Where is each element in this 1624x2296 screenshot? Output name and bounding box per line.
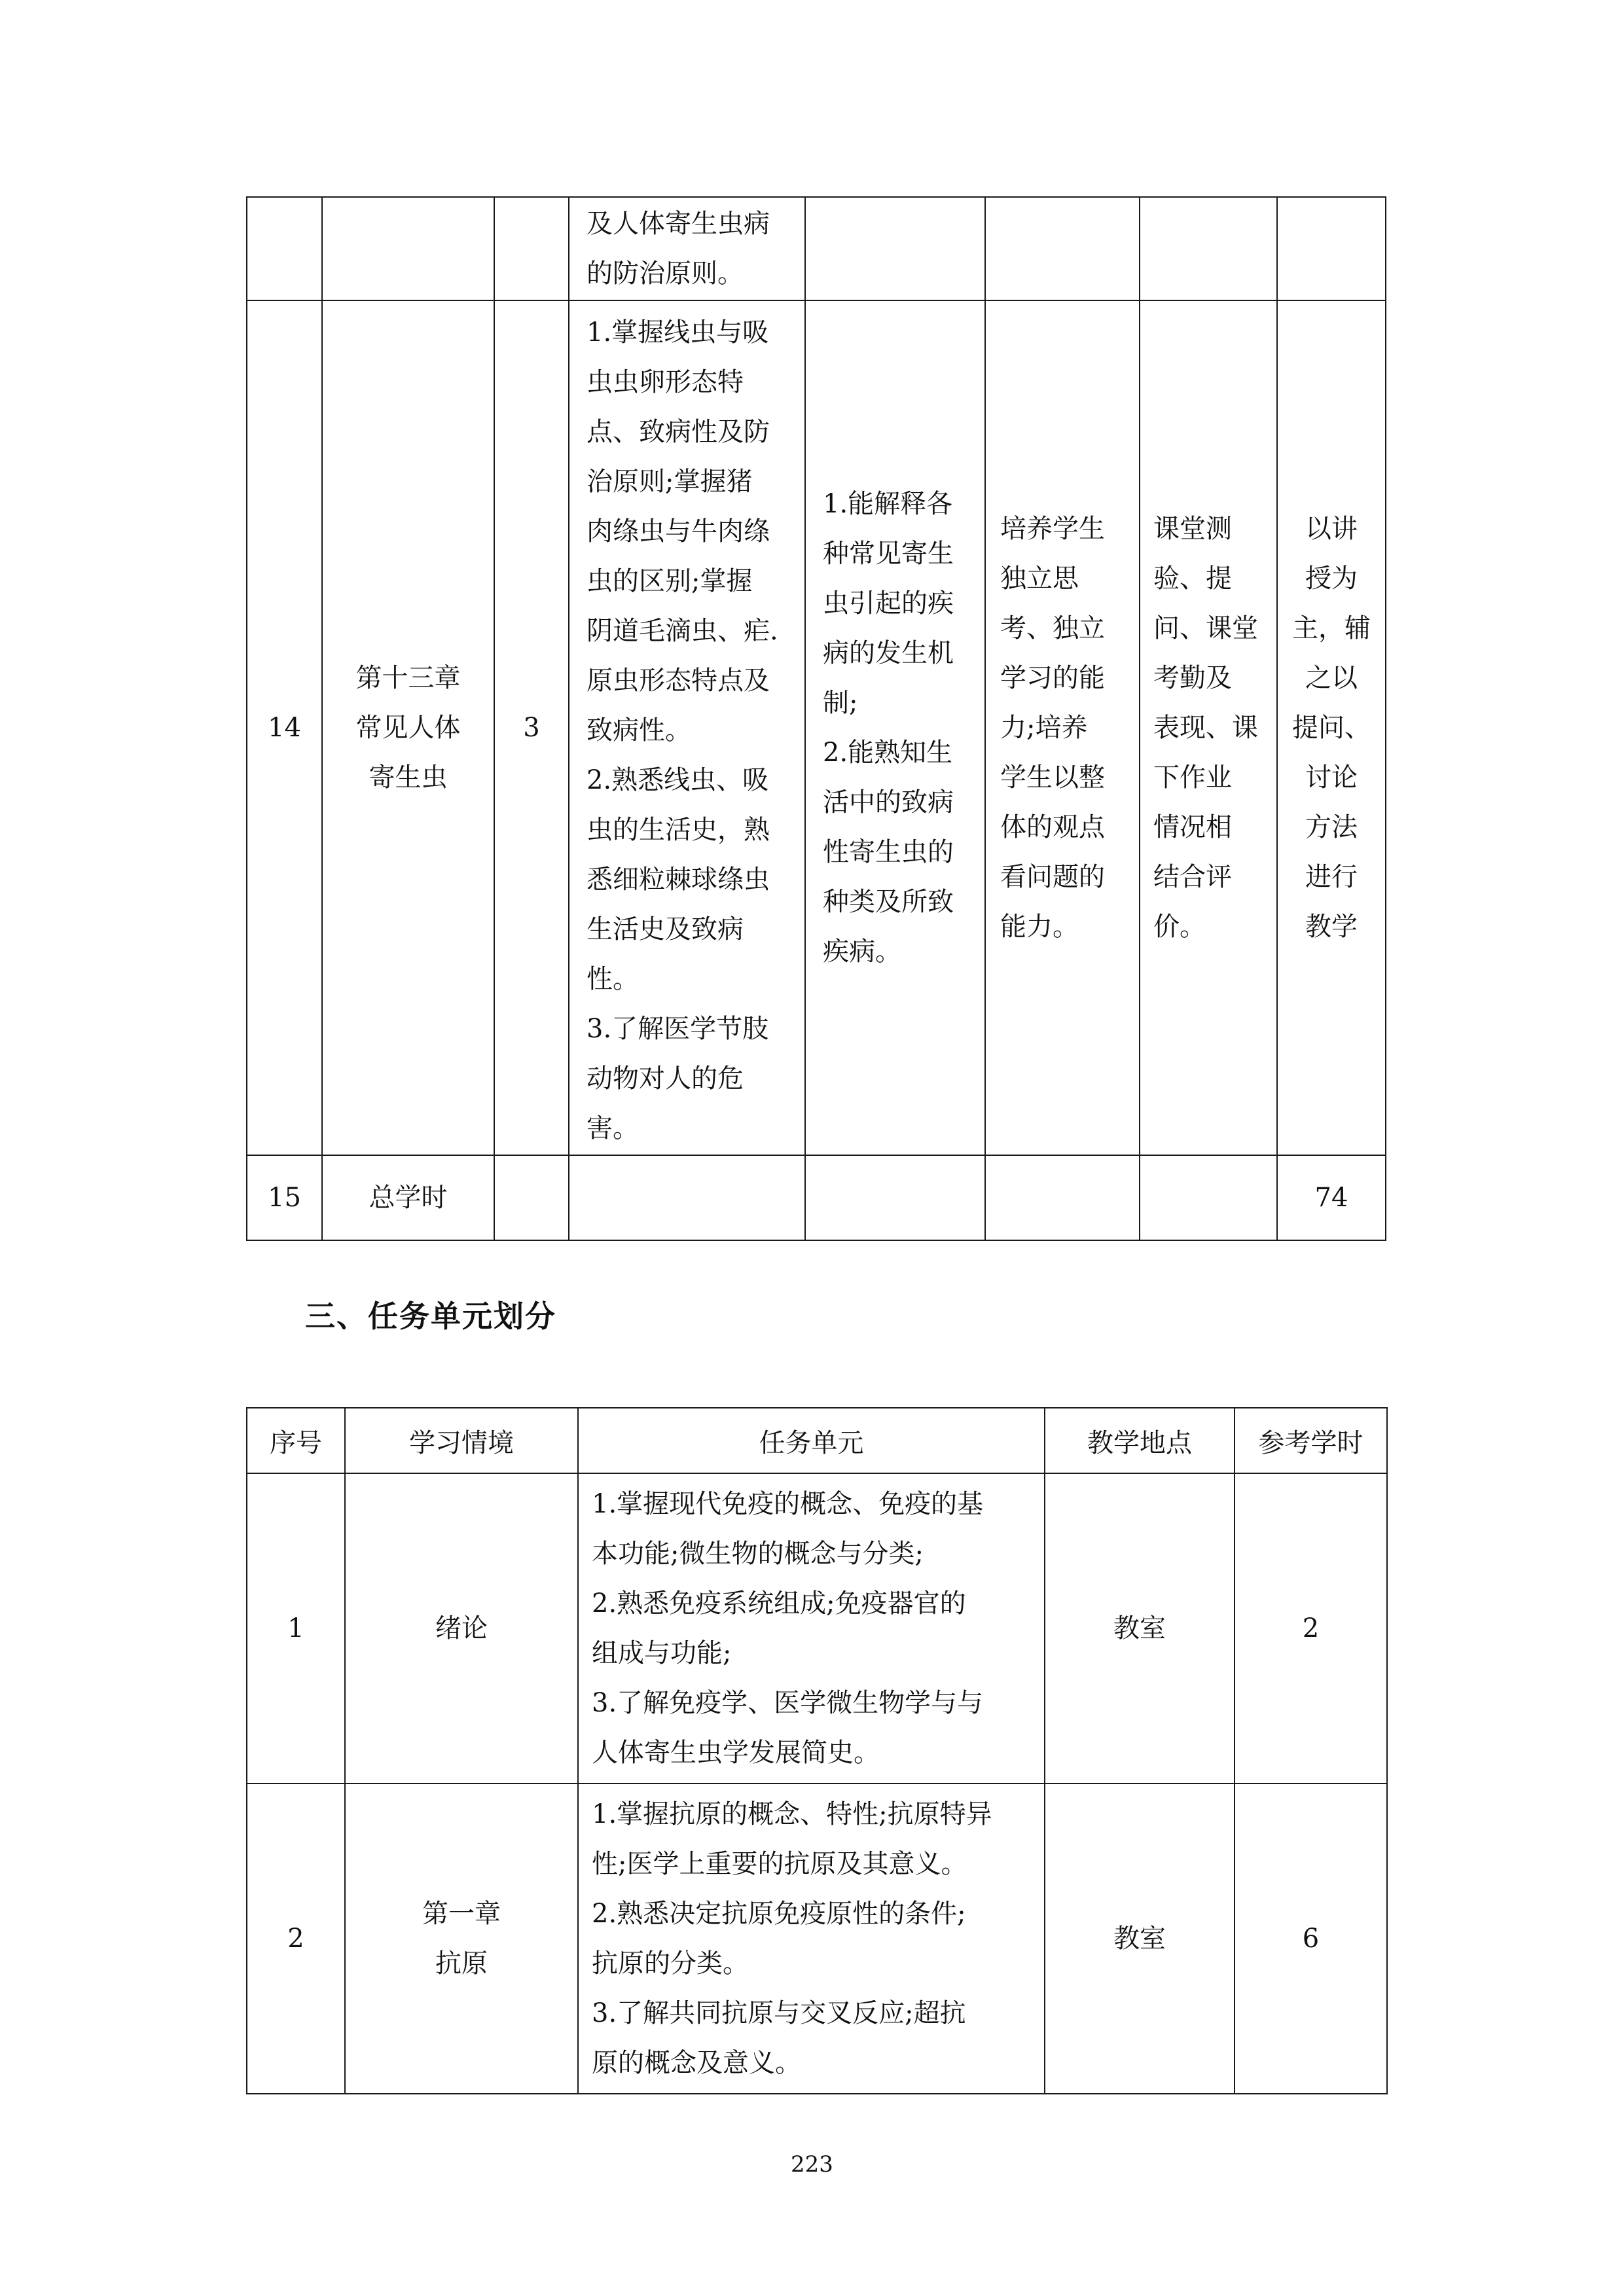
table-row [247, 1784, 1387, 2094]
header-no: 序号 [247, 1408, 345, 1473]
assessment-cell [1140, 197, 1277, 300]
chapter-cell [322, 197, 494, 300]
assessment-cell: 课堂测 验、提 问、课堂 考勤及 表现、课 下作业 情况相 结合评 价。 [1140, 300, 1277, 1155]
method-cell: 以讲 授为 主，辅 之以 提问、 讨论 方法 进行 教学 [1277, 300, 1386, 1155]
hours-cell [494, 197, 569, 300]
row-number: 1 [247, 1473, 345, 1784]
situation-cell: 绪论 [345, 1473, 578, 1784]
knowledge-cell: 1.掌握线虫与吸 虫虫卵形态特 点、致病性及防 治原则;掌握猪 肉绦虫与牛肉绦 虫的区别;掌握 阴道毛滴虫、疟. 原虫形态特点及 致病性。 2.熟悉线虫、吸 虫的生活史，熟 悉细粒棘球绦虫 生活史及致病 性。 3.了解医学节肢 动物对人的危 害。 [569, 300, 805, 1155]
chapter-cell: 总学时 [322, 1155, 494, 1240]
unit-cell: 1.掌握现代免疫的概念、免疫的基 本功能;微生物的概念与分类; 2.熟悉免疫系统组成;免疫器官的 组成与功能; 3.了解免疫学、医学微生物学与与 人体寄生虫学发展简史。 [578, 1473, 1045, 1784]
location-cell: 教室 [1045, 1784, 1235, 2094]
quality-cell: 培养学生 独立思 考、独立 学习的能 力;培养 学生以整 体的观点 看问题的 能力。 [985, 300, 1140, 1155]
assessment-cell [1140, 1155, 1277, 1240]
row-number: 15 [247, 1155, 322, 1240]
table-row [247, 197, 1386, 300]
hours-cell: 2 [1235, 1473, 1387, 1784]
chapter-cell: 第十三章 常见人体 寄生虫 [322, 300, 494, 1155]
situation-cell: 第一章 抗原 [345, 1784, 578, 2094]
quality-cell [985, 197, 1140, 300]
header-unit: 任务单元 [578, 1408, 1045, 1473]
hours-cell: 6 [1235, 1784, 1387, 2094]
total-hours-cell: 74 [1277, 1155, 1386, 1240]
quality-cell [985, 1155, 1140, 1240]
hours-cell: 3 [494, 300, 569, 1155]
hours-cell [494, 1155, 569, 1240]
row-number [247, 197, 322, 300]
table-row [247, 1473, 1387, 1784]
ability-cell [805, 1155, 985, 1240]
row-number: 2 [247, 1784, 345, 2094]
header-hours: 参考学时 [1235, 1408, 1387, 1473]
ability-cell [805, 197, 985, 300]
knowledge-cell [569, 1155, 805, 1240]
table-row [247, 300, 1386, 1155]
header-location: 教学地点 [1045, 1408, 1235, 1473]
location-cell: 教室 [1045, 1473, 1235, 1784]
unit-cell: 1.掌握抗原的概念、特性;抗原特异 性;医学上重要的抗原及其意义。 2.熟悉决定抗原免疫原性的条件; 抗原的分类。 3.了解共同抗原与交叉反应;超抗 原的概念及意义。 [578, 1784, 1045, 2094]
ability-cell: 1.能解释各 种常见寄生 虫引起的疾 病的发生机 制; 2.能熟知生 活中的致病 性寄生虫的 种类及所致 疾病。 [805, 300, 985, 1155]
header-situation: 学习情境 [345, 1408, 578, 1473]
table-header-row [247, 1408, 1387, 1473]
page-number: 223 [791, 2151, 833, 2178]
table-row [247, 1155, 1386, 1240]
row-number: 14 [247, 300, 322, 1155]
method-cell [1277, 197, 1386, 300]
course-content-table [246, 196, 1386, 1241]
section-heading: 三、任务单元划分 [305, 1299, 556, 1334]
task-unit-table [246, 1407, 1388, 2094]
knowledge-cell: 及人体寄生虫病 的防治原则。 [569, 197, 805, 300]
